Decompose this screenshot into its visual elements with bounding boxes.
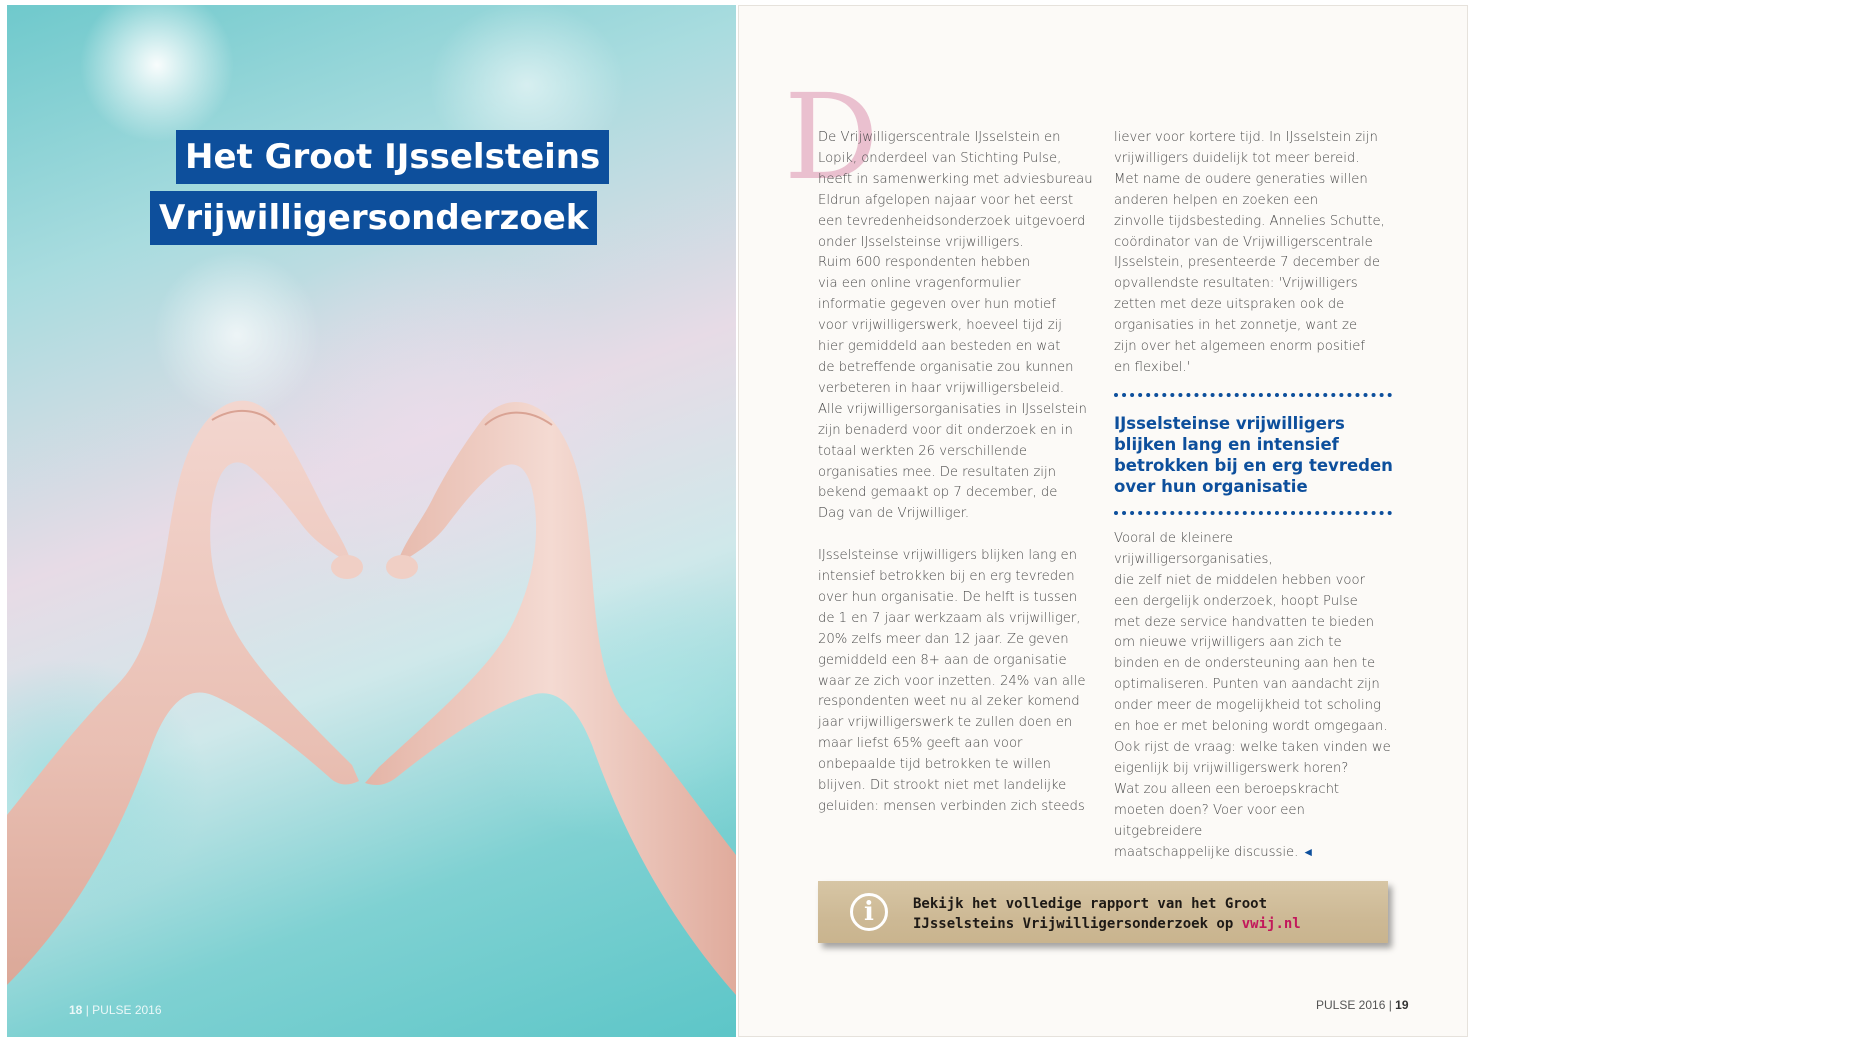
body-text-line: geluiden: mensen verbinden zich steeds xyxy=(818,798,1085,814)
left-page-photo xyxy=(7,5,736,1037)
info-line-1: Bekijk het volledige rapport van het Groot xyxy=(913,896,1268,912)
body-text-line: totaal werkten 26 verschillende xyxy=(818,443,1027,459)
subheading-line: over hun organisatie xyxy=(1114,476,1308,496)
subheading xyxy=(1114,413,1394,497)
info-link[interactable]: vwij.nl xyxy=(1241,916,1301,932)
body-text-line: optimaliseren. Punten van aandacht zijn xyxy=(1114,677,1380,693)
body-text-line: De Vrijwilligerscentrale IJsselstein en xyxy=(818,130,1061,145)
folio-label-right: PULSE 2016 | xyxy=(1316,998,1396,1012)
page-number-right: 19 xyxy=(1395,998,1409,1012)
body-text-line: een tevredenheidsonderzoek uitgevoerd xyxy=(818,213,1086,229)
body-text-line: maatschappelijke discussie. xyxy=(1114,845,1299,861)
body-text-line: eigenlijk bij vrijwilligerswerk horen? xyxy=(1114,760,1349,776)
paragraph-gap xyxy=(818,525,1098,546)
body-text-line: Wat zou alleen een beroepskracht xyxy=(1114,781,1340,797)
body-text-line: opvallendste resultaten: 'Vrijwilligers xyxy=(1114,276,1358,292)
body-text-line: intensief betrokken bij en erg tevreden xyxy=(818,569,1075,585)
body-text-line: zetten met deze uitspraken ook de xyxy=(1114,297,1345,313)
end-mark-icon: ◄ xyxy=(1302,845,1315,860)
body-text-line: Eldrun afgelopen najaar voor het eerst xyxy=(818,192,1074,208)
info-text xyxy=(913,894,1301,934)
body-text-line: de betreffende organisatie zou kunnen xyxy=(818,359,1074,375)
body-text-line: IJsselsteinse vrijwilligers blijken lang en xyxy=(818,548,1078,564)
body-text-line: en hoe er met beloning wordt omgegaan. xyxy=(1114,719,1388,735)
folio-label-left: | PULSE 2016 xyxy=(82,1003,162,1017)
page-title xyxy=(150,130,609,245)
body-text-line: blijven. Dit strookt niet met landelijke xyxy=(818,778,1067,794)
dotted-divider-bottom xyxy=(1114,511,1392,515)
body-text-line: Lopik, onderdeel van Stichting Pulse, xyxy=(818,150,1062,166)
body-text-line: anderen helpen en zoeken een xyxy=(1114,192,1319,208)
article-column-1 xyxy=(818,128,1098,818)
body-text-line: via een online vragenformulier xyxy=(818,276,1021,292)
body-text-line: liever voor kortere tijd. In IJsselstein zijn xyxy=(1114,130,1378,145)
body-text-line: vrijwilligers duidelijk tot meer bereid. xyxy=(1114,150,1360,166)
body-text-line: maar liefst 65% geeft aan voor xyxy=(818,736,1023,752)
drop-cap: D xyxy=(784,68,879,206)
body-text-line: zijn over het algemeen enorm positief xyxy=(1114,339,1365,355)
body-text-line: 20% zelfs meer dan 12 jaar. Ze geven xyxy=(818,631,1069,647)
info-line-2 xyxy=(913,914,1301,934)
heart-hands-image xyxy=(7,385,736,1037)
page-folio-left xyxy=(69,1003,162,1017)
body-text-line: moeten doen? Voer voor een uitgebreidere xyxy=(1114,802,1305,839)
body-text-line: de 1 en 7 jaar werkzaam als vrijwilliger, xyxy=(818,610,1081,626)
body-text-line: voor vrijwilligerswerk, hoeveel tijd zij xyxy=(818,318,1062,334)
body-text-line: onder meer de mogelijkheid tot scholing xyxy=(1114,698,1381,714)
body-text-line: en flexibel.' xyxy=(1114,359,1191,375)
body-text-line: Dag van de Vrijwilliger. xyxy=(818,506,970,522)
column-2-top-text xyxy=(1114,128,1394,379)
info-callout xyxy=(818,881,1388,943)
body-text-line: bekend gemaakt op 7 december, de xyxy=(818,485,1058,501)
body-text-line: met deze service handvatten te bieden xyxy=(1114,614,1374,630)
body-text-line: coördinator van de Vrijwilligerscentrale xyxy=(1114,234,1373,250)
body-text-line: onbepaalde tijd betrokken te willen xyxy=(818,757,1051,773)
info-icon: i xyxy=(850,893,888,931)
body-text-line: waar ze zich voor inzetten. 24% van alle xyxy=(818,673,1086,689)
body-text-line: Met name de oudere generaties willen xyxy=(1114,171,1368,187)
body-text-line: zijn benaderd voor dit onderzoek en in xyxy=(818,422,1073,438)
subheading-line: blijken lang en intensief xyxy=(1114,434,1339,454)
body-text-line: respondenten weet nu al zeker komend xyxy=(818,694,1080,710)
body-text-line: verbeteren in haar vrijwilligersbeleid. xyxy=(818,380,1065,396)
body-text-line: onder IJsselsteinse vrijwilligers. xyxy=(818,234,1024,250)
body-text-line: binden en de ondersteuning aan hen te xyxy=(1114,656,1376,672)
body-text-line: een dergelijk onderzoek, hoopt Pulse xyxy=(1114,593,1358,609)
body-text-line: organisaties mee. De resultaten zijn xyxy=(818,464,1056,480)
body-text-line: hier gemiddeld aan besteden en wat xyxy=(818,339,1061,355)
body-text-line: heeft in samenwerking met adviesbureau xyxy=(818,171,1093,187)
article-column-2 xyxy=(1114,128,1394,864)
body-text-line: informatie gegeven over hun motief xyxy=(818,297,1056,313)
body-text-line: organisaties in het zonnetje, want ze xyxy=(1114,318,1358,334)
info-line-2-text: IJsselsteins Vrijwilligersonderzoek op xyxy=(913,916,1242,932)
dotted-divider-top xyxy=(1114,393,1392,397)
body-text-line: gemiddeld een 8+ aan de organisatie xyxy=(818,652,1067,668)
column-2-bottom-text xyxy=(1114,529,1394,865)
body-text-line: over hun organisatie. De helft is tussen xyxy=(818,589,1078,605)
body-text-line: Alle vrijwilligersorganisaties in IJsselstein xyxy=(818,401,1087,417)
body-text-line: Ruim 600 respondenten hebben xyxy=(818,255,1031,271)
body-text-line: die zelf niet de middelen hebben voor xyxy=(1114,572,1365,588)
subheading-line: betrokken bij en erg tevreden xyxy=(1114,455,1393,475)
body-text-line: zinvolle tijdsbesteding. Annelies Schutte, xyxy=(1114,213,1385,229)
body-text-line: om nieuwe vrijwilligers aan zich te xyxy=(1114,635,1342,651)
body-text-line: Vooral de kleinere vrijwilligersorganisaties, xyxy=(1114,530,1273,567)
title-line-1: Het Groot IJsselsteins xyxy=(176,130,609,184)
title-line-2: Vrijwilligersonderzoek xyxy=(150,191,597,245)
body-text-line: jaar vrijwilligerswerk te zullen doen en xyxy=(818,715,1073,731)
subheading-line: IJsselsteinse vrijwilligers xyxy=(1114,413,1345,433)
page-number-left: 18 xyxy=(69,1003,83,1017)
body-text-line: IJsselstein, presenteerde 7 december de xyxy=(1114,255,1380,271)
page-folio-right xyxy=(1316,998,1409,1012)
body-text-line: Ook rijst de vraag: welke taken vinden we xyxy=(1114,739,1391,755)
